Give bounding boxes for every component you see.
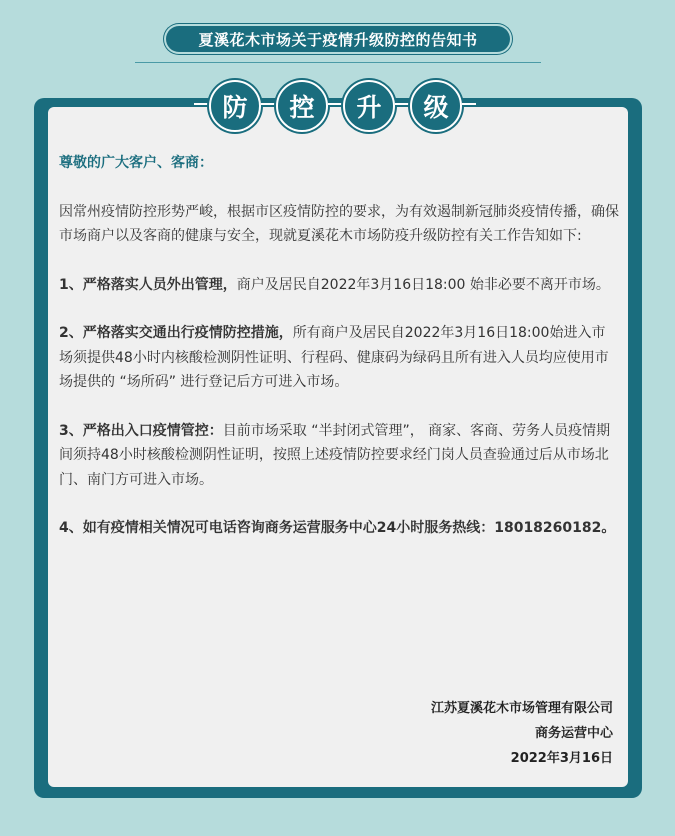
badge-fang: 防 bbox=[209, 80, 261, 132]
signature-company: 江苏夏溪花木市场管理有限公司 bbox=[430, 701, 613, 716]
badge-dash-3 bbox=[395, 103, 409, 105]
badge-dash-1 bbox=[261, 103, 275, 105]
signature-block bbox=[431, 696, 613, 771]
item-3-heading: 3、严格出入口疫情管控： bbox=[59, 422, 223, 439]
notice-title: 夏溪花木市场关于疫情升级防控的告知书 bbox=[166, 26, 510, 52]
badge-sheng: 升 bbox=[343, 80, 395, 132]
badge-ji: 级 bbox=[410, 80, 462, 132]
greeting: 尊敬的广大客户、客商： bbox=[59, 155, 213, 171]
item-3 bbox=[59, 419, 619, 493]
signature-department: 商务运营中心 bbox=[534, 726, 613, 741]
badge-right-dash bbox=[462, 103, 476, 105]
item-4 bbox=[59, 516, 619, 541]
badge-left-dash bbox=[194, 103, 208, 105]
badge-kong: 控 bbox=[276, 80, 328, 132]
badge-dash-2 bbox=[328, 103, 342, 105]
item-2-heading: 2、严格落实交通出行疫情防控措施， bbox=[59, 325, 293, 341]
notice-content bbox=[59, 151, 619, 565]
title-divider bbox=[135, 62, 541, 63]
item-4-heading: 4、如有疫情相关情况可电话咨询商务运营服务中心24小时服务热线：18018260182。 bbox=[59, 520, 616, 536]
item-1-heading: 1、严格落实人员外出管理， bbox=[59, 276, 237, 293]
item-1 bbox=[59, 273, 619, 298]
item-2-body: 所有商户及居民自2022年3月16日18:00始进入市场须提供48小时内核酸检测阴性证明、行程码、健康码为绿码且所有进入人员均应使用市场提供的 “场所码” 进行登记后方可进入市场。 bbox=[59, 325, 609, 390]
item-2 bbox=[59, 321, 619, 395]
intro-paragraph: 因常州疫情防控形势严峻，根据市区疫情防控的要求，为有效遏制新冠肺炎疫情传播，确保市场商户以及客商的健康与安全，现就夏溪花木市场防疫升级防控有关工作告知如下: bbox=[59, 203, 619, 244]
item-3-body: 目前市场采取 “半封闭式管理”， 商家、客商、劳务人员疫情期间须持48小时核酸检测阴性证明，按照上述疫情防控要求经门岗人员查验通过后从市场北门、南门方可进入市场。 bbox=[59, 422, 611, 488]
signature-date: 2022年3月16日 bbox=[510, 751, 613, 766]
item-1-body: 商户及居民自2022年3月16日18:00 始非必要不离开市场。 bbox=[236, 276, 610, 293]
